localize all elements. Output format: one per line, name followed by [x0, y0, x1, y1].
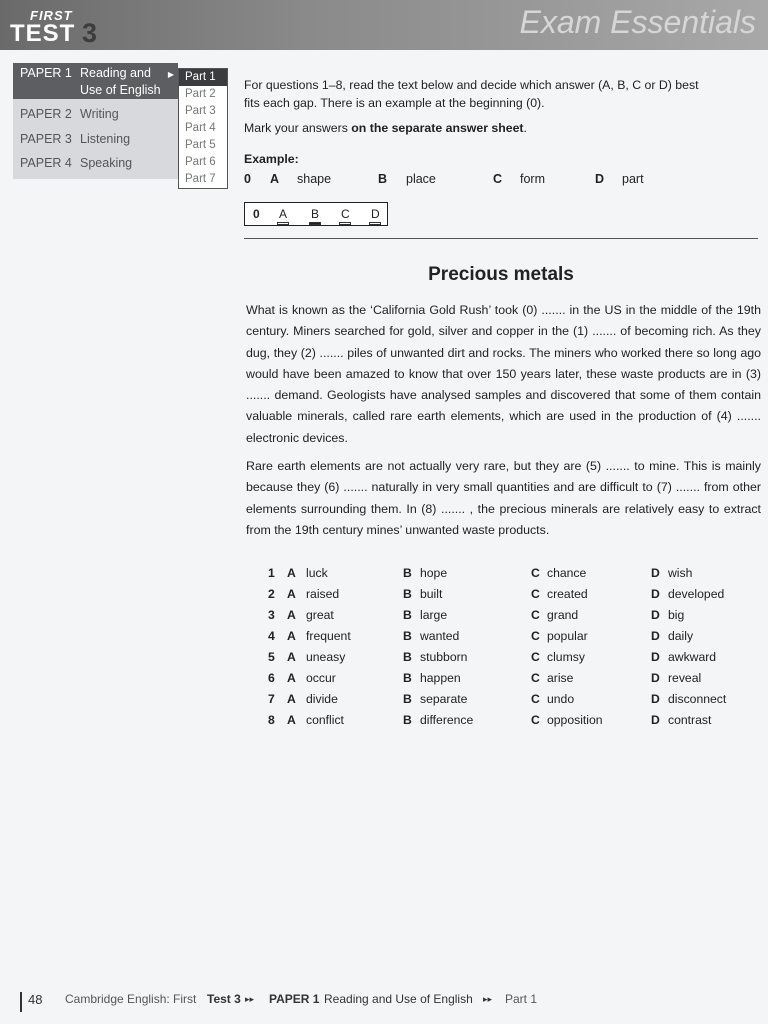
option-b[interactable]: built	[420, 587, 443, 601]
answer-box-letter-d: D	[371, 207, 380, 221]
option-a[interactable]: uneasy	[306, 650, 346, 664]
option-b[interactable]: stubborn	[420, 650, 468, 664]
footer-series: Cambridge English: First	[65, 992, 197, 1006]
part-nav-item-1[interactable]: Part 1	[179, 69, 227, 86]
part-nav-item-3[interactable]: Part 3	[185, 105, 216, 117]
option-d[interactable]: disconnect	[668, 692, 727, 706]
header-test-number: 3	[82, 18, 98, 48]
part-nav	[178, 68, 228, 189]
option-c[interactable]: arise	[547, 671, 574, 685]
option-a[interactable]: great	[306, 608, 334, 622]
footer-test: Test 3	[207, 992, 241, 1006]
option-c[interactable]: popular	[547, 629, 588, 643]
header-brand: Exam Essentials	[519, 4, 756, 40]
option-letter-a: A	[287, 650, 296, 664]
option-letter-a: A	[287, 566, 296, 580]
instructions-text-end: .	[523, 121, 527, 135]
option-c[interactable]: created	[547, 587, 588, 601]
question-number: 2	[268, 587, 275, 601]
option-letter-c: C	[531, 608, 540, 622]
paper-nav-item-1[interactable]	[13, 63, 178, 99]
answer-box-letter-b: B	[311, 207, 320, 221]
option-c[interactable]: grand	[547, 608, 579, 622]
question-number: 8	[268, 713, 275, 727]
option-letter-a: A	[287, 587, 296, 601]
option-letter-d: D	[651, 587, 660, 601]
example-word-b: place	[406, 172, 436, 186]
instructions-line-2: fits each gap. There is an example at the beginning (0).	[244, 96, 545, 110]
option-letter-a: A	[287, 608, 296, 622]
option-b[interactable]: difference	[420, 713, 474, 727]
example-num: 0	[244, 172, 251, 186]
option-c[interactable]: clumsy	[547, 650, 585, 664]
option-letter-b: B	[403, 608, 412, 622]
option-letter-c: C	[531, 629, 540, 643]
instructions-bold: on the separate answer sheet	[351, 121, 524, 135]
part-nav-item-2[interactable]: Part 2	[185, 88, 216, 100]
paper-nav-name: Speaking	[80, 156, 133, 170]
question-number: 7	[268, 692, 275, 706]
option-letter-b: B	[403, 587, 412, 601]
example-word-c: form	[520, 172, 545, 186]
option-letter-a: A	[287, 671, 296, 685]
paper-nav	[13, 63, 178, 179]
paper-nav-name: Listening	[80, 132, 131, 146]
question-number: 3	[268, 608, 275, 622]
answer-box-letter-c: C	[341, 207, 350, 221]
option-letter-d: D	[651, 650, 660, 664]
option-letter-c: C	[531, 671, 540, 685]
option-d[interactable]: awkward	[668, 650, 717, 664]
option-a[interactable]: luck	[306, 566, 328, 580]
option-a[interactable]: conflict	[306, 713, 344, 727]
paper-nav-num: PAPER 4	[20, 156, 72, 170]
footer-part: Part 1	[505, 992, 538, 1006]
option-letter-c: C	[531, 713, 540, 727]
divider	[244, 238, 758, 239]
option-letter-d: D	[651, 566, 660, 580]
question-number: 6	[268, 671, 275, 685]
paper-nav-num: PAPER 1	[20, 66, 72, 80]
header-test-label: TEST	[10, 20, 76, 47]
option-d[interactable]: daily	[668, 629, 694, 643]
option-letter-c: C	[531, 692, 540, 706]
question-number: 1	[268, 566, 275, 580]
part-nav-item-4[interactable]: Part 4	[185, 122, 216, 134]
arrow-right-icon: ▶	[167, 70, 174, 79]
option-letter-b: B	[403, 671, 412, 685]
page-header	[0, 0, 768, 50]
option-d[interactable]: wish	[668, 566, 693, 580]
option-letter-d: D	[651, 692, 660, 706]
answer-mark-c	[339, 222, 351, 225]
option-c[interactable]: chance	[547, 566, 587, 580]
option-letter-b: B	[403, 566, 412, 580]
answer-mark-b-selected	[309, 222, 321, 225]
question-number: 5	[268, 650, 275, 664]
header-first-label: FIRST	[30, 8, 73, 23]
answer-box-num: 0	[253, 207, 260, 221]
option-letter-c: C	[531, 566, 540, 580]
option-letter-b: B	[403, 713, 412, 727]
option-d[interactable]: contrast	[668, 713, 712, 727]
example-word-d: part	[622, 172, 644, 186]
paper-nav-num: PAPER 3	[20, 132, 72, 146]
part-nav-item-5[interactable]: Part 5	[185, 139, 216, 151]
example-letter-d: D	[595, 172, 605, 186]
text-title: Precious metals	[428, 264, 574, 285]
option-letter-d: D	[651, 671, 660, 685]
option-letter-c: C	[531, 650, 540, 664]
example-letter-b: B	[378, 172, 388, 186]
option-letter-b: B	[403, 629, 412, 643]
option-letter-d: D	[651, 713, 660, 727]
option-letter-b: B	[403, 692, 412, 706]
option-a[interactable]: raised	[306, 587, 340, 601]
example-label: Example:	[244, 152, 299, 166]
answer-box-letter-a: A	[279, 207, 288, 221]
paper-nav-name: Writing	[80, 107, 119, 121]
option-d[interactable]: developed	[668, 587, 725, 601]
page-number: 48	[28, 992, 43, 1007]
paper-nav-item-2[interactable]	[13, 107, 178, 121]
instructions-line-1: For questions 1–8, read the text below and decide which answer (A, B, C or D) best	[244, 78, 699, 92]
option-c[interactable]: opposition	[547, 713, 603, 727]
answer-mark-a	[277, 222, 289, 225]
instructions-line-3	[244, 121, 527, 135]
option-d[interactable]: reveal	[668, 671, 702, 685]
option-letter-b: B	[403, 650, 412, 664]
paper-nav-item-4[interactable]	[13, 156, 178, 170]
option-d[interactable]: big	[668, 608, 685, 622]
footer-paper-name: Reading and Use of English	[324, 992, 473, 1006]
text-paragraph-1: What is known as the ‘California Gold Rush’ took (0) ....... in the US in the middle of the 19th century. Miners searched for gold, silver and copper in the (1) ....... of becoming rich. As they dug, they (2) ....... piles of unwanted dirt and rocks. The miners who worked there so long ago would have been amazed to know that over 150 years later, these waste products are in (3) ....... demand. Geologists have analysed samples and discovered that some of them contain valuable minerals, called rare earth elements, which are used in the production of (4) ....... electronic devices.	[246, 303, 761, 445]
footer-paper: PAPER 1	[269, 992, 320, 1006]
option-letter-a: A	[287, 713, 296, 727]
example-word-a: shape	[297, 172, 332, 186]
part-nav-item-7[interactable]: Part 7	[185, 173, 216, 185]
instructions-text: Mark your answers	[244, 121, 352, 135]
option-a[interactable]: divide	[306, 692, 338, 706]
footer-sep-icon: ▸▸	[483, 994, 493, 1004]
option-letter-a: A	[287, 692, 296, 706]
option-b[interactable]: separate	[420, 692, 468, 706]
question-number: 4	[268, 629, 275, 643]
part-nav-item-6[interactable]: Part 6	[185, 156, 216, 168]
paper-nav-num: PAPER 2	[20, 107, 72, 121]
example-answer-box	[244, 202, 388, 226]
option-c[interactable]: undo	[547, 692, 575, 706]
footer-rule	[20, 992, 22, 1012]
option-b[interactable]: wanted	[420, 629, 460, 643]
option-b[interactable]: large	[420, 608, 448, 622]
footer-sep-icon: ▸▸	[245, 994, 255, 1004]
text-paragraph-2: Rare earth elements are not actually very rare, but they are (5) ....... to mine. This is mainly because they (6) ....... naturally in very small quantities and are difficult to (7) ....... from other elements surrounding them. In (8) ....... , the precious minerals are relatively easy to extract from the 19th century mines’ unwanted waste products.	[246, 459, 761, 537]
option-b[interactable]: hope	[420, 566, 448, 580]
option-b[interactable]: happen	[420, 671, 461, 685]
option-letter-c: C	[531, 587, 540, 601]
option-letter-d: D	[651, 608, 660, 622]
option-a[interactable]: occur	[306, 671, 336, 685]
paper-nav-name: Reading and Use of English	[80, 66, 161, 97]
paper-nav-item-3[interactable]	[13, 132, 178, 146]
option-a[interactable]: frequent	[306, 629, 351, 643]
answer-mark-d	[369, 222, 381, 225]
option-letter-d: D	[651, 629, 660, 643]
example-letter-a: A	[270, 172, 280, 186]
option-letter-a: A	[287, 629, 296, 643]
example-letter-c: C	[493, 172, 503, 186]
